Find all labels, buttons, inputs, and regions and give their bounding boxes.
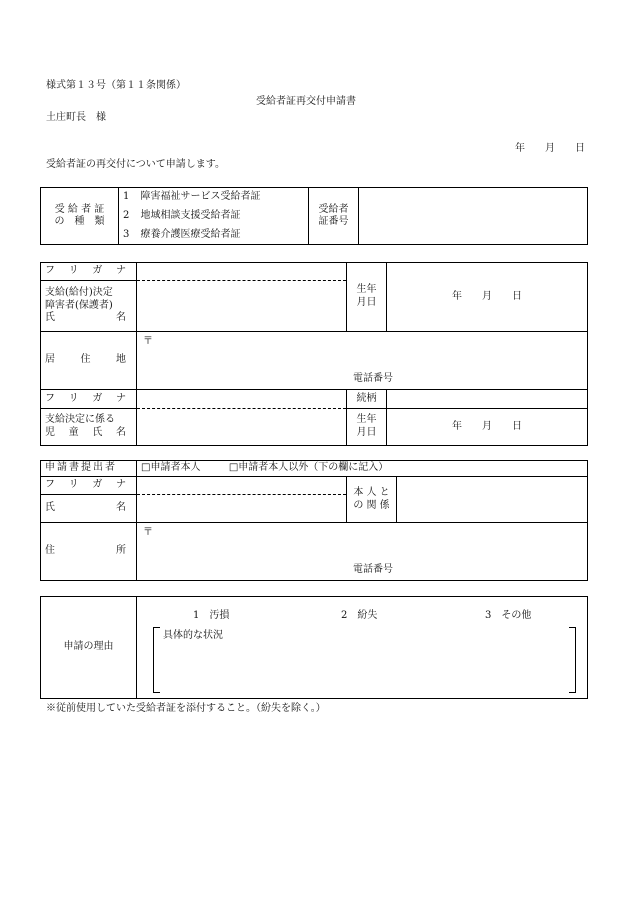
- type-number: 1: [119, 188, 137, 207]
- submitter-address-field[interactable]: [137, 523, 588, 581]
- phone-label: 電話番号: [353, 564, 393, 575]
- submitter-name-field[interactable]: [137, 495, 347, 523]
- addressee: 土庄町長 様: [46, 112, 106, 123]
- reason-table: [40, 596, 588, 699]
- furigana-field[interactable]: [137, 263, 347, 281]
- reason-option-damage[interactable]: 1 汚損: [193, 610, 230, 621]
- submitter-table: [40, 460, 588, 581]
- intro-text: 受給者証の再交付について申請します。: [46, 159, 225, 170]
- submitter-furigana-field[interactable]: [137, 477, 347, 495]
- form-number: 様式第１３号（第１１条関係）: [46, 80, 186, 91]
- address-field[interactable]: [137, 331, 588, 390]
- applicant-name-field[interactable]: [137, 281, 347, 332]
- reason-option-other[interactable]: 3 その他: [485, 610, 532, 621]
- birth-date-field[interactable]: 年 月 日: [387, 263, 588, 332]
- applicant-table: [40, 262, 588, 446]
- right-bracket: [569, 627, 576, 693]
- birth-label: 生年 月日: [347, 263, 387, 332]
- relation-field[interactable]: [387, 390, 588, 408]
- reason-option-loss[interactable]: 2 紛失: [341, 610, 378, 621]
- child-birth-date-field[interactable]: 年 月 日: [387, 408, 588, 445]
- child-birth-label: 生年 月日: [347, 408, 387, 445]
- left-bracket: [153, 627, 160, 693]
- submitter-name-label: 氏 名: [41, 495, 137, 523]
- type-number: 3: [119, 226, 137, 245]
- certificate-type-table: [40, 187, 588, 245]
- submitter-address-label: 住 所: [41, 523, 137, 581]
- applicant-name-label: 支給(給付)決定 障害者(保護者) 氏 名: [41, 281, 137, 332]
- certificate-number-label: 受給者 証番号: [309, 188, 359, 245]
- relationship-field[interactable]: [397, 477, 588, 523]
- option-other-checkbox[interactable]: □申請者本人以外（下の欄に記入）: [228, 462, 389, 474]
- type-option-welfare[interactable]: 障害福祉サービス受給者証: [137, 188, 309, 207]
- child-furigana-field[interactable]: [137, 390, 347, 408]
- type-option-medical[interactable]: 療養介護医療受給者証: [137, 226, 309, 245]
- option-self-checkbox[interactable]: □申請者本人: [141, 462, 201, 474]
- type-number: 2: [123, 209, 130, 221]
- postal-mark: 〒: [143, 527, 153, 538]
- date-line: 年 月 日: [515, 143, 585, 154]
- relation-label: 続柄: [347, 390, 387, 408]
- child-name-field[interactable]: [137, 408, 347, 445]
- child-name-label: 支給決定に係る 児 童 氏 名: [41, 408, 137, 445]
- relationship-label: 本 人 と の 関 係: [347, 477, 397, 523]
- document-title: 受給者証再交付申請書: [256, 96, 356, 107]
- submitter-label: 申請書提出者: [41, 461, 137, 477]
- reason-label: 申請の理由: [41, 597, 137, 699]
- phone-label: 電話番号: [353, 372, 393, 384]
- certificate-type-label: 受 給 者 証 の 種 類: [41, 188, 119, 245]
- footnote: ※従前使用していた受給者証を添付すること。（紛失を除く。）: [46, 703, 326, 714]
- reason-field: [137, 597, 588, 699]
- detail-field[interactable]: [161, 645, 565, 689]
- submitter-options: [137, 461, 588, 477]
- submitter-furigana-label: フ リ ガ ナ: [41, 477, 137, 495]
- certificate-number-field[interactable]: [359, 188, 588, 245]
- detail-label: 具体的な状況: [163, 630, 223, 641]
- type-option-community[interactable]: 地域相談支援受給者証: [137, 207, 309, 226]
- child-furigana-label: フ リ ガ ナ: [41, 390, 137, 408]
- postal-mark: 〒: [143, 335, 153, 347]
- address-label: 居 住 地: [41, 331, 137, 390]
- furigana-label: フ リ ガ ナ: [41, 263, 137, 281]
